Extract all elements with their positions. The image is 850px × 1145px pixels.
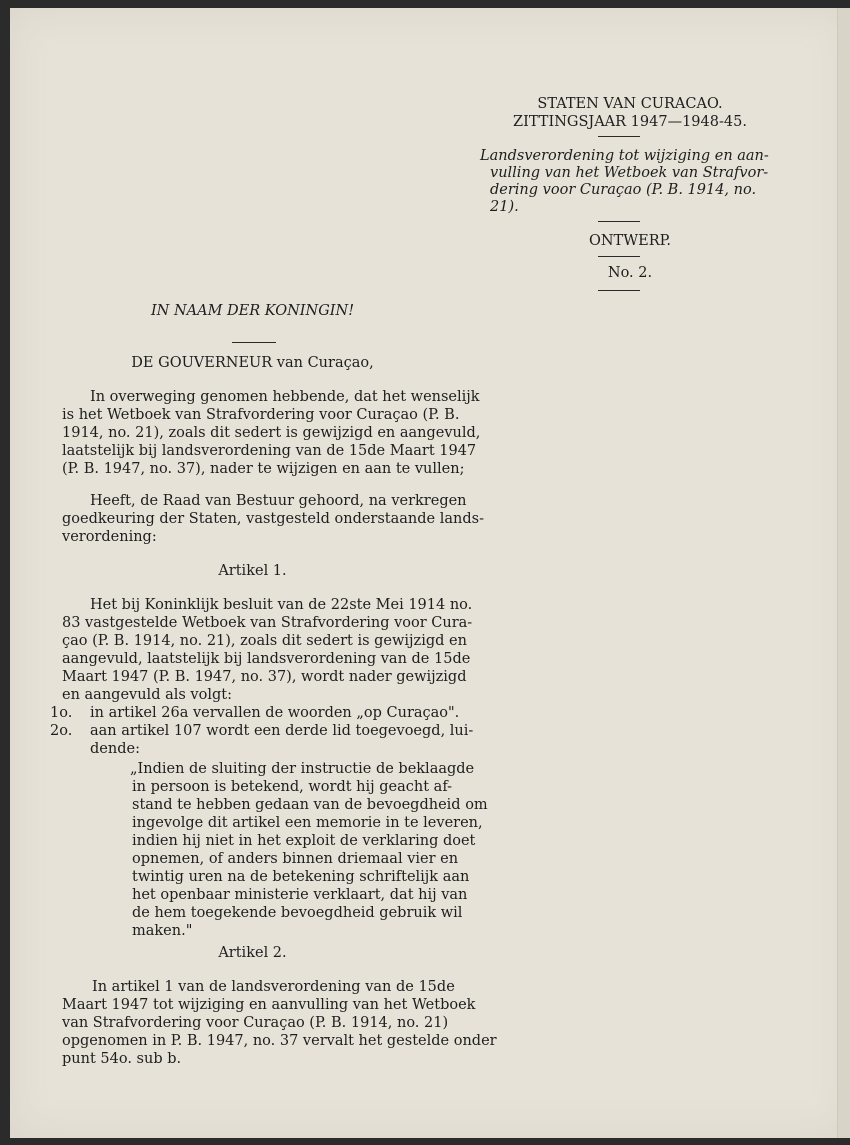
quote-line: ingevolge dit artikel een memorie in te leveren, bbox=[132, 815, 483, 831]
artikel-2-line: van Strafvordering voor Curaçao (P. B. 1914, no. 21) bbox=[62, 1015, 449, 1031]
header-rule bbox=[598, 136, 640, 137]
item-1-number: 1o. bbox=[50, 705, 73, 721]
document-page bbox=[10, 8, 850, 1138]
quote-line: de hem toegekende bevoegdheid gebruik wil bbox=[132, 905, 463, 921]
artikel-2-line: Maart 1947 tot wijziging en aanvulling van het Wetboek bbox=[62, 997, 476, 1013]
item-1-text: in artikel 26a vervallen de woorden „op Curaçao". bbox=[90, 705, 460, 721]
item-2-text: dende: bbox=[90, 741, 140, 757]
number-rule bbox=[598, 290, 640, 291]
artikel-1-line: en aangevuld als volgt: bbox=[62, 687, 232, 703]
heeft-line: verordening: bbox=[62, 529, 157, 545]
overweging-line: is het Wetboek van Strafvordering voor Curaçao (P. B. bbox=[62, 407, 460, 423]
header-title: STATEN VAN CURACAO. bbox=[537, 96, 723, 112]
artikel-2-line: In artikel 1 van de landsverordening van de 15de bbox=[92, 979, 455, 995]
quote-line: het openbaar ministerie verklaart, dat hij van bbox=[132, 887, 468, 903]
artikel-1-line: Maart 1947 (P. B. 1947, no. 37), wordt nader gewijzigd bbox=[62, 669, 467, 685]
draft-label: ONTWERP. bbox=[588, 233, 672, 249]
overweging-line: In overweging genomen hebbende, dat het wenselijk bbox=[90, 389, 480, 405]
artikel-1-line: aangevuld, laatstelijk bij landsverordening van de 15de bbox=[62, 651, 471, 667]
quote-line: „Indien de sluiting der instructie de beklaagde bbox=[130, 761, 475, 777]
heeft-line: Heeft, de Raad van Bestuur gehoord, na verkregen bbox=[90, 493, 467, 509]
item-2-number: 2o. bbox=[50, 723, 73, 739]
artikel-2-line: punt 54o. sub b. bbox=[62, 1051, 182, 1067]
overweging-line: laatstelijk bij landsverordening van de 15de Maart 1947 bbox=[62, 443, 477, 459]
item-2-text: aan artikel 107 wordt een derde lid toegevoegd, lui- bbox=[90, 723, 474, 739]
draft-number: No. 2. bbox=[607, 265, 653, 281]
subject-line: dering voor Curaçao (P. B. 1914, no. bbox=[490, 182, 757, 198]
gouverneur-line: DE GOUVERNEUR van Curaçao, bbox=[131, 355, 374, 371]
quote-line: stand te hebben gedaan van de bevoegdheid om bbox=[132, 797, 488, 813]
header-session: ZITTINGSJAAR 1947—1948-45. bbox=[513, 114, 747, 130]
quote-line: opnemen, of anders binnen driemaal vier en bbox=[132, 851, 459, 867]
artikel-2-line: opgenomen in P. B. 1947, no. 37 vervalt het gestelde onder bbox=[62, 1033, 497, 1049]
invocation: IN NAAM DER KONINGIN! bbox=[150, 303, 355, 319]
artikel-1-line: 83 vastgestelde Wetboek van Strafvordering voor Cura- bbox=[62, 615, 473, 631]
artikel-1-title: Artikel 1. bbox=[218, 563, 287, 579]
page-edge bbox=[837, 8, 850, 1138]
heeft-line: goedkeuring der Staten, vastgesteld onderstaande lands- bbox=[62, 511, 484, 527]
artikel-2-title: Artikel 2. bbox=[218, 945, 287, 961]
draft-rule bbox=[598, 256, 640, 257]
artikel-1-line: çao (P. B. 1914, no. 21), zoals dit sedert is gewijzigd en bbox=[62, 633, 467, 649]
quote-line: maken." bbox=[132, 923, 193, 939]
quote-line: indien hij niet in het exploit de verklaring doet bbox=[132, 833, 476, 849]
overweging-line: 1914, no. 21), zoals dit sedert is gewijzigd en aangevuld, bbox=[62, 425, 481, 441]
subject-line: vulling van het Wetboek van Strafvor- bbox=[490, 165, 769, 181]
subject-line: 21). bbox=[490, 199, 519, 215]
quote-line: twintig uren na de betekening schriftelijk aan bbox=[132, 869, 470, 885]
overweging-line: (P. B. 1947, no. 37), nader te wijzigen en aan te vullen; bbox=[62, 461, 465, 477]
artikel-1-line: Het bij Koninklijk besluit van de 22ste Mei 1914 no. bbox=[90, 597, 473, 613]
subject-line: Landsverordening tot wijziging en aan- bbox=[480, 148, 769, 164]
invocation-rule bbox=[232, 342, 276, 343]
quote-line: in persoon is betekend, wordt hij geacht af- bbox=[132, 779, 453, 795]
subject-rule bbox=[598, 221, 640, 222]
